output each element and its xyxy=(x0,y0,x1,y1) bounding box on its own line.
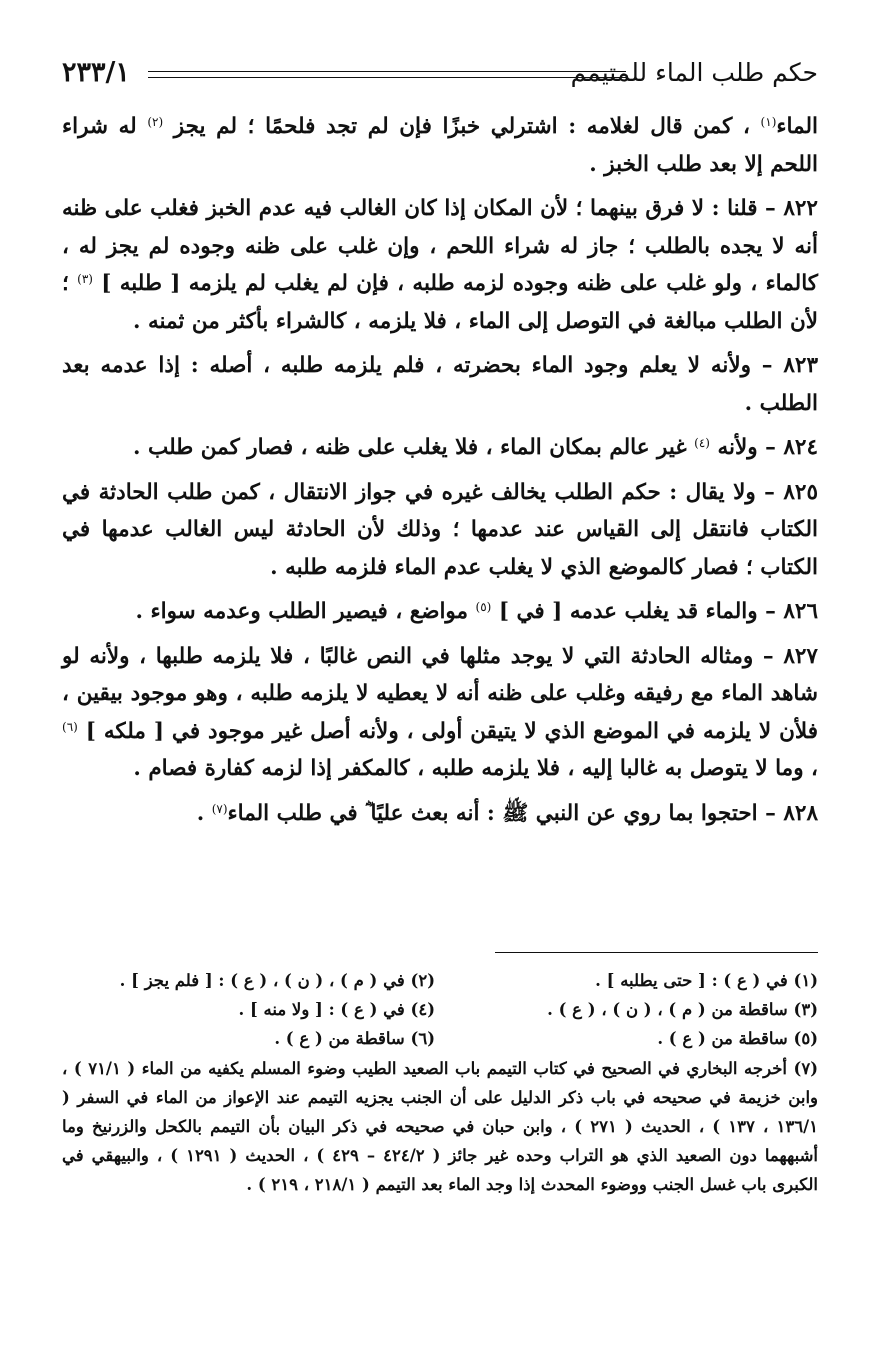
text-run: ولأنه لا يعلم وجود الماء بحضرته ، فلم يلزمه طلبه ، أصله : إذا عدمه بعد الطلب . xyxy=(62,353,818,416)
text-run: قلنا : لا فرق بينهما ؛ لأن المكان إذا كان الغالب فيه عدم الخبز فغلب على ظنه أنه لا يجده بالطلب ؛ جاز له شراء اللحم ، وإن غلب على ظنه وجوده لم يجز له ، كالماء ، ولو غلب على ظنه وجوده لزمه طلبه ، فإن لم يغلب لم يلزمه [ طلبه ] xyxy=(62,196,818,296)
text-run: ولا يقال : حكم الطلب يخالف غيره في جواز الانتقال ، كمن طلب الحادثة في الكتاب فانتقل إلى القياس عند عدمها ؛ وذلك لأن الحادثة ليس الغالب عدمها في الكتاب ؛ فصار كالموضع الذي لا يغلب عدم الماء فلزمه طلبه . xyxy=(62,479,818,580)
text-run: غير عالم بمكان الماء ، فلا يغلب على ظنه ، فصار كمن طلب . xyxy=(132,435,695,460)
paragraph xyxy=(62,108,818,183)
chapter-title: حكم طلب الماء للمتيمم xyxy=(570,58,818,87)
paragraph-number: ٨٢٥ – xyxy=(755,479,818,505)
paragraph xyxy=(62,638,818,788)
footnote: (٦) ساقطة من ( ع ) . xyxy=(274,1029,435,1048)
footnote: (٥) ساقطة من ( ع ) . xyxy=(657,1029,818,1048)
paragraph xyxy=(62,190,818,340)
page-number: ٢٣٣/١ xyxy=(62,57,130,88)
footnote-ref[interactable]: (٦) xyxy=(62,719,78,734)
footnote: (٣) ساقطة من ( م ) ، ( ن ) ، ( ع ) . xyxy=(547,1000,818,1019)
footnote-ref[interactable]: (٥) xyxy=(475,600,492,614)
text-run: ولأنه xyxy=(709,435,758,460)
text-run: الماء xyxy=(776,114,818,139)
text-run: ؛ لأن الطلب مبالغة في التوصل إلى الماء ، فلا يلزمه ، كالشراء بأكثر من ثمنه . xyxy=(62,271,818,334)
paragraph-number: ٨٢٧ – xyxy=(753,643,818,669)
footnote-ref[interactable]: (٧) xyxy=(211,801,228,816)
footnote: (٤) في ( ع ) : [ ولا منه ] . xyxy=(238,1000,435,1019)
paragraph xyxy=(62,795,818,833)
text-run: والماء قد يغلب عدمه [ في ] xyxy=(491,599,758,624)
paragraph-number: ٨٢٣ – xyxy=(750,353,818,378)
paragraph xyxy=(62,347,818,422)
text-run: احتجوا بما روي عن النبي ﷺ : أنه بعث عليًا ؓ في طلب الماء xyxy=(227,800,758,826)
text-run: ، وما لا يتوصل به غالبا إليه ، فلا يلزمه طلبه ، كالمكفر إذا لزمه كفارة فصام . xyxy=(133,756,818,781)
footnote: (١) في ( ع ) : [ حتى يطلبه ] . xyxy=(595,971,818,990)
footnote-ref[interactable]: (١) xyxy=(760,115,777,129)
footnote-separator xyxy=(495,952,818,953)
running-header xyxy=(62,56,818,92)
text-run: ومثاله الحادثة التي لا يوجد مثلها في النص غالبًا ، فلا يلزمه طلبها ، ولأنه لو شاهد الماء مع رفيقه وغلب على ظنه أنه لا يعطيه لا يلزمه طلبه ، وهو موجود بيقين ، فلأن لا يلزمه في الموضع الذي لا يتيقن أولى ، ولأنه أصل غير موجود في [ ملكه ] xyxy=(62,643,818,744)
paragraph-number: ٨٢٦ – xyxy=(757,599,818,624)
footnote-ref[interactable]: (٢) xyxy=(147,115,164,129)
paragraph-number: ٨٢٤ – xyxy=(757,435,818,460)
paragraph-number: ٨٢٨ – xyxy=(757,800,818,826)
header-rule xyxy=(148,71,626,72)
text-run: له شراء اللحم إلا بعد طلب الخبز . xyxy=(62,114,818,177)
paragraph xyxy=(62,429,818,467)
paragraph xyxy=(62,474,818,587)
text-run: . xyxy=(196,800,212,826)
footnotes xyxy=(62,966,818,1199)
footnote: (٢) في ( م ) ، ( ن ) ، ( ع ) : [ فلم يجز ] . xyxy=(119,971,435,990)
footnote-grid xyxy=(62,966,818,1053)
paragraph xyxy=(62,593,818,631)
footnote-long: (٧) أخرجه البخاري في الصحيح في كتاب التيمم باب الصعيد الطيب وضوء المسلم يكفيه من الماء ( ٧١/١ ) ، وابن خزيمة في صحيحه في باب ذكر الدليل على أن الجنب يجزيه التيمم عند الإعواز من الماء في السفر ( ١٣٦/١ ، ١٣٧ ) ، الحديث ( ٢٧١ ) ، وابن حبان في صحيحه في ذكر البيان بأن التيمم بالكحل والزرنيخ وما أشبههما دون الصعيد الذي هو التراب وحده غير جائز ( ٤٢٤/٢ – ٤٢٩ ) ، الحديث ( ١٢٩١ ) ، والبيهقي في الكبرى باب غسل الجنب ووضوء المحدث إذا وجد الماء بعد التيمم ( ٢١٨/١ ، ٢١٩ ) . xyxy=(62,1059,819,1194)
text-run: مواضع ، فيصير الطلب وعدمه سواء . xyxy=(135,599,476,624)
header-rule-double xyxy=(148,77,626,78)
paragraph-number: ٨٢٢ – xyxy=(757,196,818,221)
main-text xyxy=(62,108,818,839)
text-run: ، كمن قال لغلامه : اشترلي خبزًا فإن لم تجد فلحمًا ؛ لم يجز xyxy=(163,114,761,139)
footnote-ref[interactable]: (٤) xyxy=(694,436,710,450)
footnote-ref[interactable]: (٣) xyxy=(77,272,93,286)
